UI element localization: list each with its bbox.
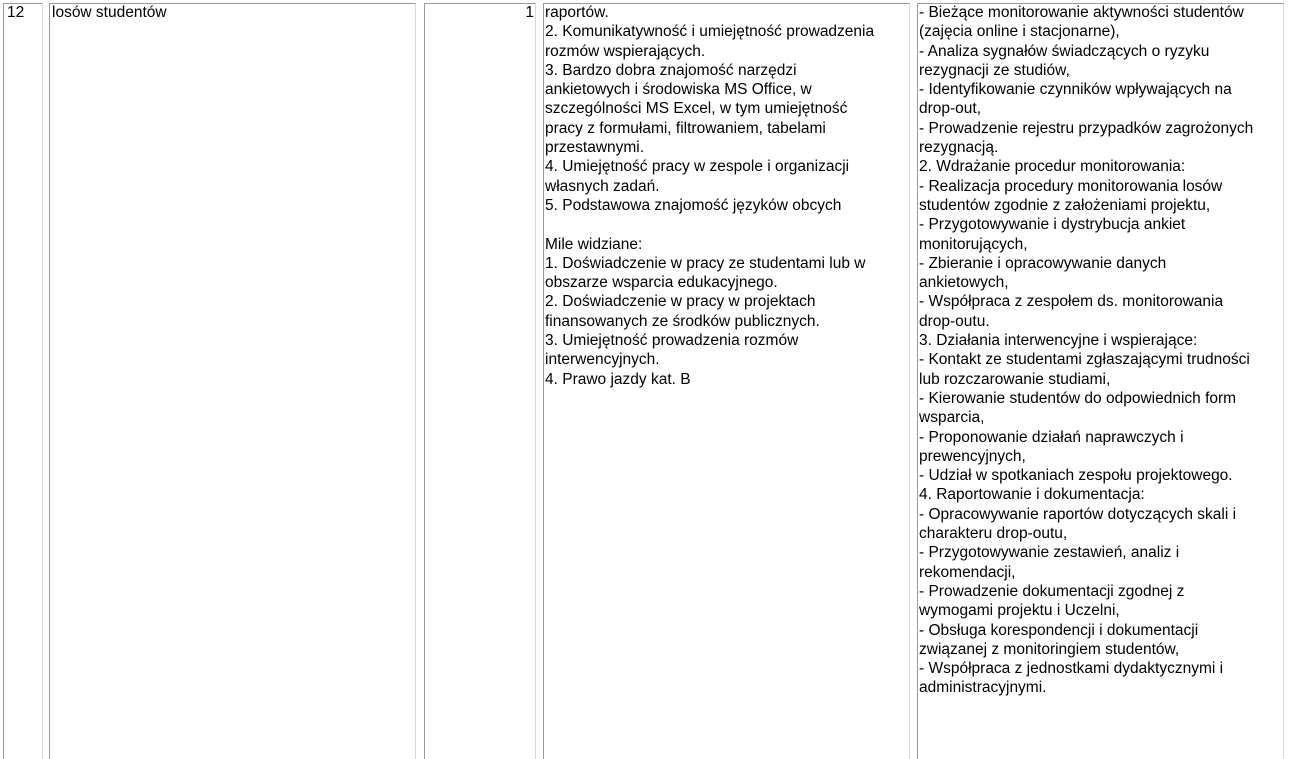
- duty-line: 4. Raportowanie i dokumentacja:: [919, 486, 1145, 504]
- duty-line: - Obsługa korespondencji i dokumentacji: [919, 621, 1199, 639]
- duty-line: - Proponowanie działań naprawczych i: [919, 428, 1184, 446]
- duty-line: ankietowych,: [919, 274, 1009, 292]
- duty-line: monitorujących,: [919, 235, 1028, 253]
- duty-line: - Kierowanie studentów do odpowiednich form: [919, 389, 1237, 407]
- requirement-line: przestawnymi.: [545, 139, 645, 157]
- duty-line: (zajęcia online i stacjonarne),: [919, 23, 1120, 41]
- lp-number: 12: [7, 4, 25, 21]
- duty-line: wsparcia,: [919, 409, 985, 427]
- duty-line: - Realizacja procedury monitorowania losów: [919, 177, 1223, 195]
- requirement-line: obszarze wsparcia edukacyjnego.: [545, 274, 778, 292]
- requirement-line: własnych zadań.: [545, 177, 660, 195]
- requirement-line: raportów.: [545, 4, 609, 21]
- duty-line: administracyjnymi.: [919, 679, 1047, 697]
- duty-line: drop-out,: [919, 100, 982, 118]
- requirement-line: 1. Doświadczenie w pracy ze studentami lub w: [545, 254, 866, 272]
- duty-line: - Identyfikowanie czynników wpływających na: [919, 81, 1232, 99]
- duty-line: charakteru drop-outu,: [919, 525, 1068, 543]
- duty-line: 2. Wdrażanie procedur monitorowania:: [919, 158, 1186, 176]
- duty-line: rezygnacji ze studiów,: [919, 61, 1070, 79]
- requirement-line: 4. Umiejętność pracy w zespole i organizacji: [545, 158, 850, 176]
- requirement-line: rozmów wspierających.: [545, 42, 706, 60]
- duty-line: rezygnacją.: [919, 139, 999, 157]
- duty-line: studentów zgodnie z założeniami projektu,: [919, 196, 1211, 214]
- position-title: losów studentów: [52, 4, 167, 21]
- duty-line: - Kontakt ze studentami zgłaszającymi trudności: [919, 351, 1250, 369]
- duty-line: rekomendacji,: [919, 563, 1016, 581]
- duty-line: - Przygotowywanie i dystrybucja ankiet: [919, 216, 1186, 234]
- requirement-line: 3. Umiejętność prowadzenia rozmów: [545, 332, 799, 350]
- requirement-line: 4. Prawo jazdy kat. B: [545, 370, 691, 388]
- requirement-line: pracy z formułami, filtrowaniem, tabelami: [545, 119, 826, 137]
- requirement-line: 3. Bardzo dobra znajomość narzędzi: [545, 61, 797, 79]
- duty-line: - Zbieranie i opracowywanie danych: [919, 254, 1167, 272]
- duties-cell: [914, 0, 1291, 759]
- duty-line: - Udział w spotkaniach zespołu projektowego.: [919, 467, 1233, 485]
- duty-line: - Analiza sygnałów świadczących o ryzyku: [919, 42, 1210, 60]
- duty-line: związanej z monitoringiem studentów,: [919, 640, 1180, 658]
- duty-line: - Prowadzenie rejestru przypadków zagrożonych: [919, 119, 1254, 137]
- duty-line: prewencyjnych,: [919, 447, 1026, 465]
- requirement-line: ankietowych i środowiska MS Office, w: [545, 81, 812, 99]
- blank-line: [545, 215, 914, 234]
- requirements-cell: [540, 0, 914, 759]
- duty-line: - Opracowywanie raportów dotyczących skali i: [919, 505, 1237, 523]
- duty-line: wymogami projektu i Uczelni,: [919, 602, 1120, 620]
- requirement-line: 2. Komunikatywność i umiejętność prowadzenia: [545, 23, 875, 41]
- requirement-line: 5. Podstawowa znajomość języków obcych: [545, 196, 842, 214]
- duty-line: drop-outu.: [919, 312, 990, 330]
- position-title-cell: [46, 0, 420, 759]
- requirement-line: szczególności MS Excel, w tym umiejętność: [545, 100, 848, 118]
- requirement-line: interwencyjnych.: [545, 351, 660, 369]
- requirements-list: [545, 3, 914, 389]
- duty-line: 3. Działania interwencyjne i wspierające:: [919, 332, 1198, 350]
- requirement-line: finansowanych ze środków publicznych.: [545, 312, 820, 330]
- count-cell: [420, 0, 540, 759]
- duty-line: - Prowadzenie dokumentacji zgodnej z: [919, 582, 1185, 600]
- position-count: 1: [525, 4, 534, 21]
- duty-line: - Współpraca z jednostkami dydaktycznymi i: [919, 660, 1224, 678]
- requirement-line: Mile widziane:: [545, 235, 643, 253]
- duty-line: - Przygotowywanie zestawień, analiz i: [919, 544, 1180, 562]
- lp-cell: [0, 0, 46, 759]
- duty-line: - Bieżące monitorowanie aktywności studentów: [919, 4, 1244, 21]
- duties-list: [919, 3, 1291, 698]
- duty-line: lub rozczarowanie studiami,: [919, 370, 1111, 388]
- duty-line: - Współpraca z zespołem ds. monitorowania: [919, 293, 1224, 311]
- requirement-line: 2. Doświadczenie w pracy w projektach: [545, 293, 816, 311]
